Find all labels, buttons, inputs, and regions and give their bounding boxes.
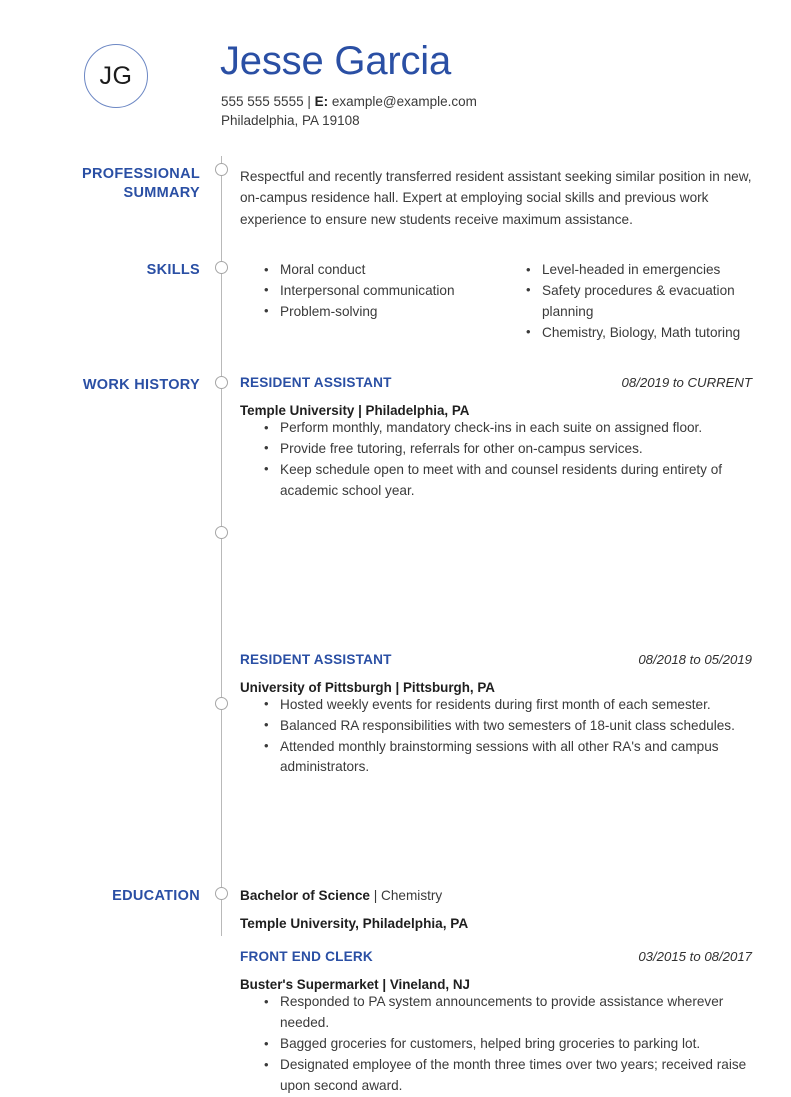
professional-summary-block bbox=[240, 166, 752, 230]
candidate-name: Jesse Garcia bbox=[220, 39, 452, 83]
list-item: • Hosted weekly events for residents during first month of each semester. bbox=[240, 695, 752, 716]
job-dates: 08/2018 to 05/2019 bbox=[638, 651, 752, 667]
list-item: • Provide free tutoring, referrals for other on-campus services. bbox=[240, 439, 752, 460]
job-title: FRONT END CLERK bbox=[240, 949, 373, 965]
work-history-entry-3 bbox=[240, 949, 752, 1097]
list-item: • Bagged groceries for customers, helped bring groceries to parking lot. bbox=[240, 1034, 752, 1055]
list-item: • Balanced RA responsibilities with two semesters of 18-unit class schedules. bbox=[240, 716, 752, 737]
professional-summary-text: Respectful and recently transferred resident assistant seeking similar position in new, on-campus residence hall. Expert at employing social skills and previous work experience to ensure new students receive maximum assistance. bbox=[240, 169, 752, 227]
location-text: Philadelphia, PA 19108 bbox=[221, 113, 360, 128]
job-company: University of Pittsburgh | Pittsburgh, PA bbox=[240, 679, 495, 695]
job-bullet-list bbox=[240, 992, 752, 1097]
timeline-dot-skills bbox=[215, 261, 228, 274]
job-title: RESIDENT ASSISTANT bbox=[240, 651, 392, 667]
resume-header bbox=[0, 0, 791, 150]
skills-column-right bbox=[502, 260, 750, 344]
section-label-work-history: WORK HISTORY bbox=[82, 377, 200, 393]
section-label-professional-summary bbox=[0, 165, 200, 204]
job-company: Buster's Supermarket | Vineland, NJ bbox=[240, 977, 470, 993]
phone-number: 555 555 5555 bbox=[221, 94, 304, 109]
education-school: Temple University, Philadelphia, PA bbox=[240, 916, 469, 932]
list-item: • Problem-solving bbox=[240, 302, 490, 323]
avatar bbox=[84, 44, 148, 108]
skills-list-right bbox=[502, 260, 750, 344]
job-header bbox=[240, 652, 752, 672]
list-item: • Perform monthly, mandatory check-ins in each suite on assigned floor. bbox=[240, 418, 752, 439]
email-address: example@example.com bbox=[331, 94, 477, 109]
education-major: Chemistry bbox=[381, 888, 443, 903]
job-bullet-list bbox=[240, 418, 752, 502]
education-degree-line bbox=[240, 886, 752, 906]
skills-column-left bbox=[240, 260, 490, 323]
job-bullet-list bbox=[240, 695, 752, 779]
list-item: • Designated employee of the month three times over two years; received raise upon second award. bbox=[240, 1055, 752, 1097]
job-company: Temple University | Philadelphia, PA bbox=[240, 403, 470, 418]
job-title: RESIDENT ASSISTANT bbox=[240, 375, 392, 390]
section-label-line-2: SUMMARY bbox=[123, 185, 200, 202]
job-dates: 03/2015 to 08/2017 bbox=[638, 949, 752, 965]
job-dates: 08/2019 to CURRENT bbox=[621, 375, 752, 390]
email-label: E: bbox=[314, 94, 329, 109]
education-separator: | bbox=[369, 888, 382, 903]
avatar-initials: JG bbox=[99, 61, 133, 90]
job-header bbox=[240, 375, 752, 395]
section-label-line-1: PROFESSIONAL bbox=[82, 166, 200, 182]
timeline-dot-job-3 bbox=[215, 697, 228, 710]
skills-list-left bbox=[240, 260, 490, 323]
list-item: • Responded to PA system announcements to provide assistance wherever needed. bbox=[240, 992, 752, 1034]
list-item: • Moral conduct bbox=[240, 260, 490, 281]
timeline-dot-job-2 bbox=[215, 526, 228, 539]
list-item: • Level-headed in emergencies bbox=[502, 260, 750, 281]
list-item: • Attended monthly brainstorming sessions with all other RA's and campus administrators. bbox=[240, 737, 752, 779]
work-history-entry-1 bbox=[240, 375, 752, 502]
list-item: • Interpersonal communication bbox=[240, 281, 490, 302]
section-label-education: EDUCATION bbox=[112, 888, 200, 904]
contact-separator: | bbox=[303, 94, 315, 109]
section-label-skills: SKILLS bbox=[146, 262, 200, 278]
list-item: • Keep schedule open to meet with and counsel residents during entirety of academic school year. bbox=[240, 460, 752, 502]
timeline-dot-summary bbox=[215, 163, 228, 176]
work-history-entry-2 bbox=[240, 652, 752, 779]
contact-line-primary bbox=[221, 92, 477, 112]
education-degree: Bachelor of Science bbox=[240, 888, 370, 903]
list-item: • Chemistry, Biology, Math tutoring bbox=[502, 323, 750, 344]
education-block bbox=[240, 886, 752, 935]
list-item: • Safety procedures & evacuation planning bbox=[502, 281, 750, 323]
timeline-dot-education bbox=[215, 887, 228, 900]
timeline-dot-job-1 bbox=[215, 376, 228, 389]
job-header bbox=[240, 949, 752, 969]
